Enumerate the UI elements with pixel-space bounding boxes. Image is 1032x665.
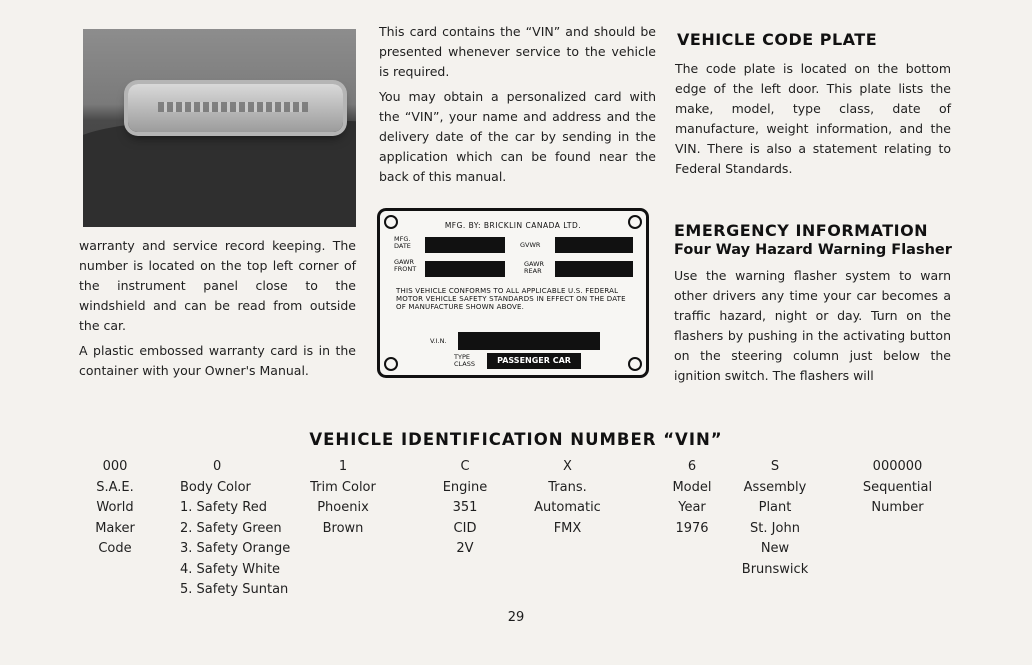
vin-label-line: World: [96, 500, 134, 515]
vehicle-code-plate-illustration: [377, 208, 649, 378]
vin-label-line: S.A.E.: [96, 479, 134, 495]
personalized-card-paragraph: You may obtain a personalized card with the “VIN”, your name and address and the delivery date of the car by sending in the application which can be found near the back of this manual.: [379, 89, 656, 184]
vin-label-line: St. John: [750, 520, 800, 536]
vin-label-line: Sequential: [862, 479, 933, 495]
vin-label-line: 351: [452, 500, 478, 515]
plate-gawr-front-label: GAWR FRONT: [394, 258, 417, 273]
vin-column-assembly-plant: [730, 457, 820, 580]
vin-column-transmission: [520, 457, 615, 539]
vin-label-line: Automatic: [534, 500, 601, 515]
code-plate-paragraph: The code plate is located on the bottom edge of the left door. This plate lists the make, model, type class, date of manufacture, weight information, and the VIN. There is also a statement relating to Federal Standards.: [675, 61, 951, 176]
vin-label-line: FMX: [553, 520, 582, 536]
embossed-vin-plate: [128, 84, 343, 132]
vin-label-line: Brunswick: [741, 561, 809, 577]
vin-label-line: 1976: [675, 520, 709, 536]
vin-label-line: Maker: [95, 520, 135, 536]
vin-code-value: 000: [102, 459, 128, 474]
vin-code-value: C: [460, 459, 470, 474]
plate-federal-statement: THIS VEHICLE CONFORMS TO ALL APPLICABLE U.S. FEDERAL MOTOR VEHICLE SAFETY STANDARDS IN EFFECT ON THE DATE OF MANUFACTURE SHOWN ABOVE.: [396, 287, 626, 311]
vin-label-line: Model: [672, 479, 712, 495]
vin-label-line: 1. Safety Red: [180, 500, 267, 515]
vin-code-value: 000000: [872, 459, 923, 474]
plate-gawr-rear-field: [555, 261, 633, 277]
vin-label-line: Plant: [758, 500, 792, 515]
vin-label-line: 4. Safety White: [180, 561, 281, 577]
plate-vin-label: V.I.N.: [430, 337, 447, 345]
hazard-flasher-paragraph: Use the warning flasher system to warn other drivers any time your car becomes a traffic hazard, night or day. Turn on the flashers by pushing in the activating button on the steering column just below the ignition switch. The flashers will: [674, 268, 951, 383]
vin-label-line: 2. Safety Green: [180, 520, 282, 536]
vehicle-code-plate-heading: VEHICLE CODE PLATE: [677, 30, 878, 49]
vin-label-line: Number: [871, 500, 924, 515]
vin-label-line: Year: [678, 500, 706, 515]
emergency-information-heading: EMERGENCY INFORMATION: [674, 221, 929, 240]
plate-gvwr-field: [555, 237, 633, 253]
vin-label-line: 2V: [456, 541, 474, 556]
vin-column-body-color: [180, 457, 310, 601]
vin-code-value: 1: [338, 459, 348, 474]
plate-mfg-date-label: MFG. DATE: [394, 235, 411, 250]
vin-label-line: Trans.: [548, 479, 587, 495]
vin-label-line: 3. Safety Orange: [180, 541, 291, 556]
vin-label-line: Brown: [322, 520, 364, 536]
vin-plate-photo: [83, 29, 356, 227]
vin-label-line: Phoenix: [317, 500, 369, 515]
plate-manufacturer: MFG. BY: BRICKLIN CANADA LTD.: [444, 221, 582, 230]
vin-column-sequential-number: [850, 457, 945, 519]
vin-code-value: X: [563, 459, 572, 474]
plate-mfg-date-field: [425, 237, 505, 253]
vin-label-line: Trim Color: [310, 479, 376, 495]
plate-gvwr-label: GVWR: [520, 241, 541, 249]
dashboard-shape: [83, 121, 356, 227]
plate-passenger-car: PASSENGER CAR: [487, 353, 581, 369]
vin-column-model-year: [662, 457, 722, 539]
page-number: 29: [507, 610, 525, 625]
hazard-flasher-subheading: Four Way Hazard Warning Flasher: [674, 242, 952, 258]
warranty-paragraph: warranty and service record keeping. The number is located on the top left corner of the instrument panel close to the windshield and can be read from outside the car.: [79, 238, 356, 333]
vin-label-line: 5. Safety Suntan: [180, 582, 289, 597]
vin-column-engine: [425, 457, 505, 560]
plate-vin-field: [458, 332, 600, 350]
vin-label-line: Body Color: [180, 479, 251, 495]
plate-gawr-front-field: [425, 261, 505, 277]
vin-label-line: Code: [98, 541, 132, 556]
vin-label-line: Engine: [442, 479, 488, 495]
vin-code-value: 0: [213, 459, 222, 474]
corner-hole: [628, 357, 642, 371]
vin-title: VEHICLE IDENTIFICATION NUMBER “VIN”: [309, 430, 723, 449]
vin-column-trim-color: [298, 457, 388, 539]
vin-code-value: S: [770, 459, 780, 474]
vin-label-line: New: [760, 541, 790, 556]
vin-column-maker-code: [85, 457, 145, 560]
vin-code-value: 6: [687, 459, 697, 474]
plate-gawr-rear-label: GAWR REAR: [524, 260, 545, 275]
plastic-card-paragraph: A plastic embossed warranty card is in the container with your Owner's Manual.: [79, 343, 356, 378]
vin-label-line: Assembly: [743, 479, 807, 495]
plate-type-class-label: TYPE CLASS: [454, 353, 476, 368]
vin-label-line: CID: [453, 520, 477, 536]
card-vin-paragraph: This card contains the “VIN” and should be presented whenever service to the vehicle is required.: [379, 24, 656, 79]
corner-hole: [384, 357, 398, 371]
